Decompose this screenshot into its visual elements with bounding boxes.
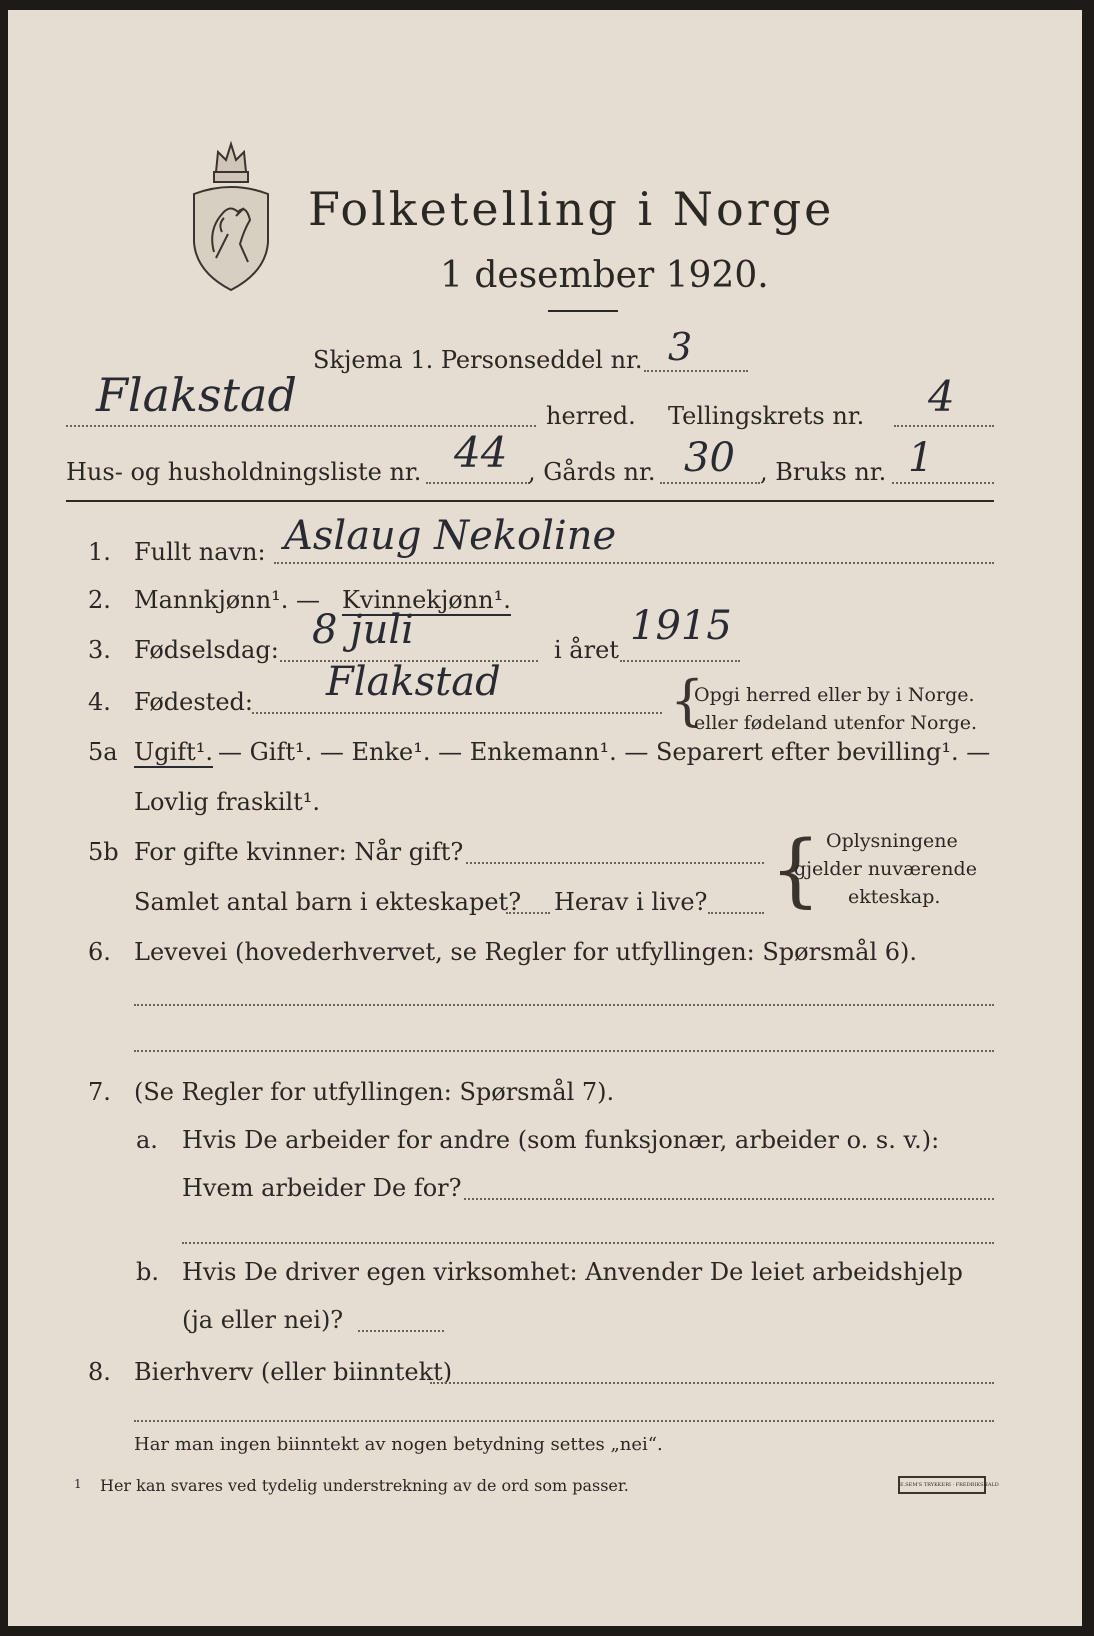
q6-number: 6. — [88, 938, 111, 966]
q3-year-value: 1915 — [630, 603, 732, 649]
q7b-letter: b. — [136, 1258, 159, 1286]
title-divider — [548, 310, 618, 312]
q5b-note-line1: Oplysningene — [826, 830, 958, 852]
q6-answer-line-2 — [134, 1050, 994, 1052]
tellingskrets-label: Tellingskrets nr. — [668, 402, 865, 430]
q3-year-label: i året — [554, 636, 619, 664]
q1-fullname-value: Aslaug Nekoline — [284, 513, 617, 559]
header-rule — [66, 500, 994, 502]
census-form — [8, 10, 1082, 1626]
q5b-naar-gift-line — [466, 862, 764, 864]
q4-note-line2: eller fødeland utenfor Norge. — [694, 712, 978, 734]
q5a-number: 5a — [88, 738, 118, 766]
q7a-question: Hvis De arbeider for andre (som funksjonær, arbeider o. s. v.): — [182, 1126, 940, 1154]
q5b-children-line — [506, 912, 550, 914]
tellingskrets-line — [894, 425, 994, 427]
q5b-herav-line — [708, 912, 764, 914]
q5a-ugift-option: Ugift¹. — [134, 738, 214, 766]
q7a-answer-line-2 — [182, 1242, 994, 1244]
q4-birthplace-value: Flakstad — [326, 659, 501, 705]
q2-female-option: Kvinnekjønn¹. — [342, 586, 511, 614]
q7b-ja-nei-label: (ja eller nei)? — [182, 1306, 344, 1334]
herred-value: Flakstad — [96, 368, 297, 422]
q8-number: 8. — [88, 1358, 111, 1386]
personseddel-nr-value: 3 — [668, 325, 693, 369]
tellingskrets-nr-value: 4 — [928, 372, 955, 421]
q5a-other-options: — Gift¹. — Enke¹. — Enkemann¹. — Separert efter bevilling¹. — — [218, 738, 991, 766]
printer-stamp: E.SEM'S TRYKKERI · FREDRIKSHALD — [898, 1476, 986, 1494]
q7a-employer-line — [464, 1198, 994, 1200]
skjema-label: Skjema 1. Personseddel nr. — [313, 346, 643, 374]
q4-number: 4. — [88, 688, 111, 716]
q3-number: 3. — [88, 636, 111, 664]
gards-nr-value: 30 — [684, 435, 735, 481]
personseddel-line — [644, 370, 748, 372]
q1-number: 1. — [88, 538, 111, 566]
coat-of-arms-icon — [188, 134, 274, 294]
q6-label: Levevei (hovederhvervet, se Regler for utfyllingen: Spørsmål 6). — [134, 938, 918, 966]
q5b-number: 5b — [88, 838, 119, 866]
census-date: 1 desember 1920. — [440, 255, 769, 296]
q4-line — [252, 712, 662, 714]
form-title: Folketelling i Norge — [308, 182, 835, 236]
q4-note-line1: Opgi herred eller by i Norge. — [694, 684, 975, 706]
hus-line — [426, 482, 530, 484]
q3-year-line — [620, 660, 740, 662]
bruks-label: , Bruks nr. — [760, 458, 887, 486]
q1-label: Fullt navn: — [134, 538, 266, 566]
q7b-answer-line — [358, 1330, 444, 1332]
herred-label: herred. — [546, 402, 636, 430]
q6-answer-line-1 — [134, 1004, 994, 1006]
q3-label: Fødselsdag: — [134, 636, 279, 664]
q2-number: 2. — [88, 586, 111, 614]
bruks-line — [892, 482, 994, 484]
herred-line — [66, 425, 536, 427]
q2-male-option: Mannkjønn¹. — — [134, 586, 321, 614]
q8-answer-line — [430, 1382, 994, 1384]
q7-label: (Se Regler for utfyllingen: Spørsmål 7). — [134, 1078, 615, 1106]
q7a-employer-label: Hvem arbeider De for? — [182, 1174, 462, 1202]
q5b-label: For gifte kvinner: Når gift? — [134, 838, 464, 866]
q1-line — [274, 562, 994, 564]
bruks-nr-value: 1 — [908, 435, 934, 481]
q8-label: Bierhverv (eller biinntekt) — [134, 1358, 453, 1386]
q4-label: Fødested: — [134, 688, 253, 716]
q5b-herav-label: Herav i live? — [554, 888, 708, 916]
gards-label: , Gårds nr. — [528, 458, 656, 486]
q4-note-brace: { — [670, 669, 705, 732]
q7a-letter: a. — [136, 1126, 158, 1154]
q5b-note-line3: ekteskap. — [848, 886, 941, 908]
q5b-children-label: Samlet antal barn i ekteskapet? — [134, 888, 522, 916]
q5b-note-brace: { — [770, 823, 821, 916]
q5b-note-line2: gjelder nuværende — [794, 858, 977, 880]
hus-nr-value: 44 — [454, 428, 508, 477]
footnote-mark: 1 — [74, 1477, 82, 1491]
biinntekt-note: Har man ingen biinntekt av nogen betydning settes „nei“. — [134, 1434, 663, 1455]
gards-line — [660, 482, 760, 484]
footnote-text: Her kan svares ved tydelig understrekning av de ord som passer. — [100, 1476, 629, 1495]
q7b-question: Hvis De driver egen virksomhet: Anvender De leiet arbeidshjelp — [182, 1258, 963, 1286]
q7-number: 7. — [88, 1078, 111, 1106]
q5a-lovlig-fraskilt: Lovlig fraskilt¹. — [134, 788, 321, 816]
hus-label: Hus- og husholdningsliste nr. — [66, 458, 422, 486]
q8-answer-line-2 — [134, 1420, 994, 1422]
q3-birthday-value: 8 juli — [312, 607, 414, 653]
